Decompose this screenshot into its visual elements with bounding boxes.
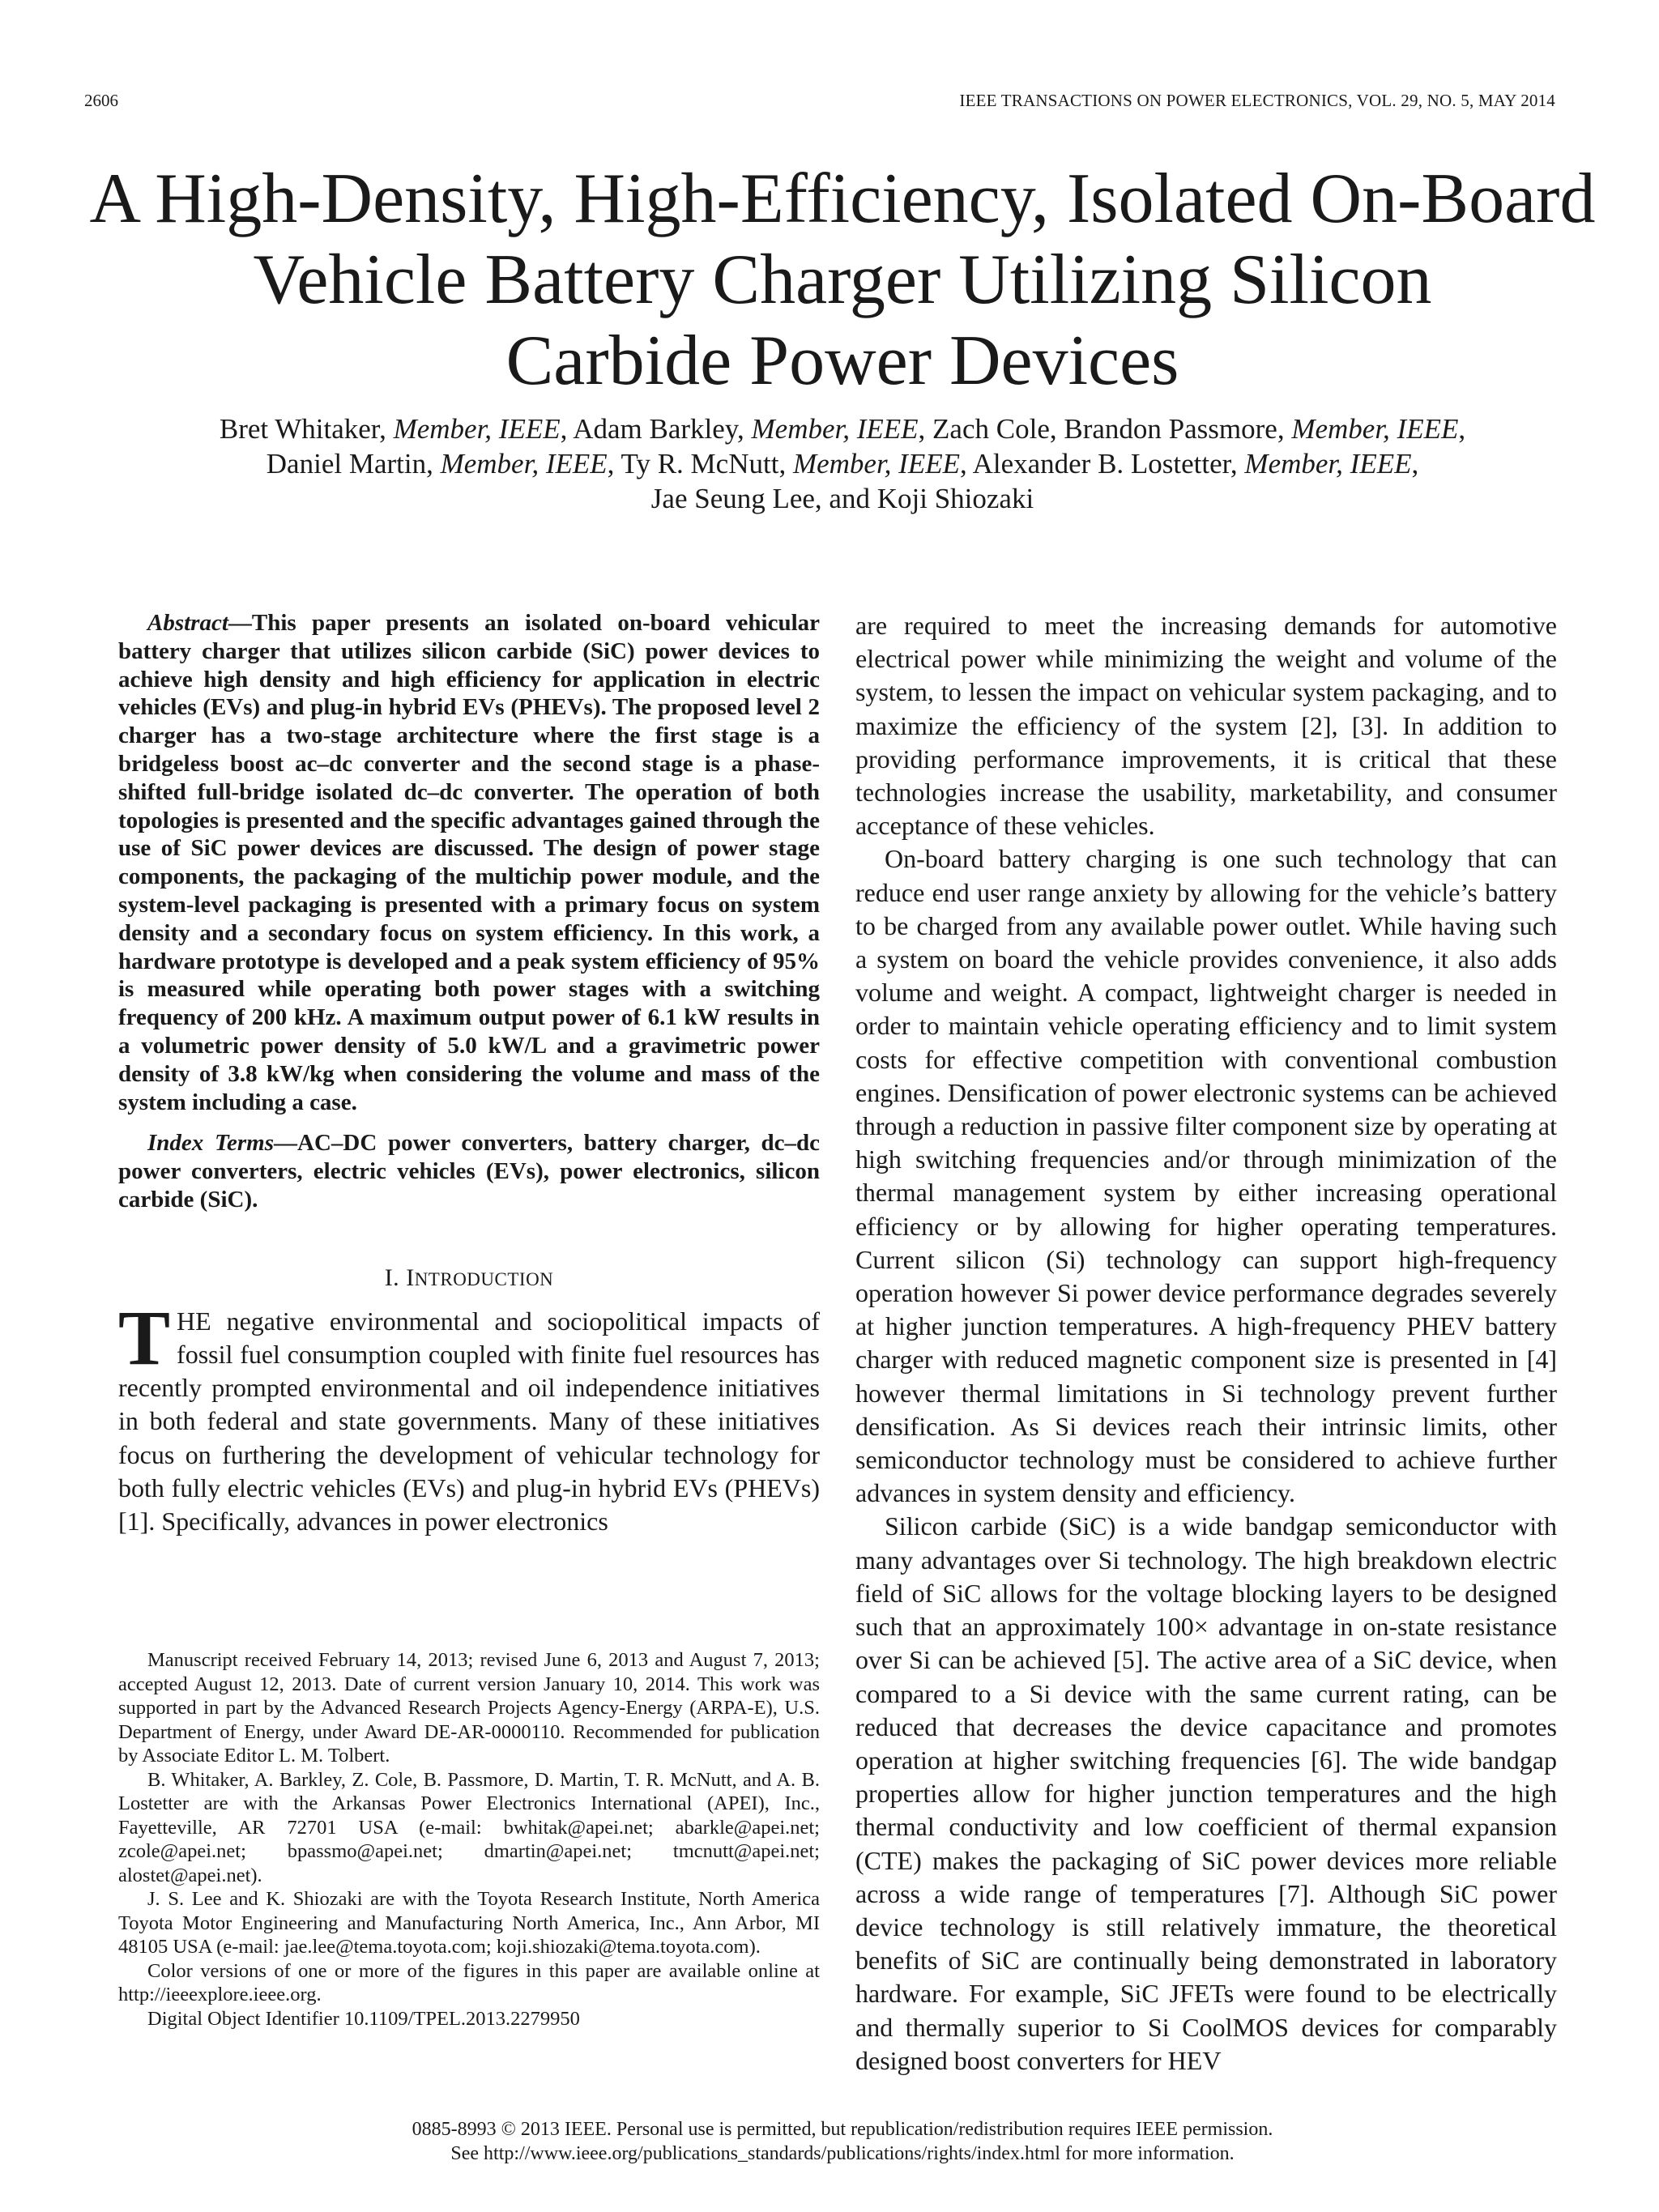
page-number: 2606 [84, 91, 118, 110]
section-number: I. [384, 1264, 407, 1291]
author-affiliation: Member, IEEE [751, 413, 919, 445]
paper-title [81, 159, 1604, 402]
author-name: Zach Cole [932, 413, 1050, 445]
left-column [118, 609, 820, 1538]
author-name: Ty R. McNutt [621, 448, 779, 479]
section-title-rest: NTRODUCTION [414, 1268, 554, 1289]
footnote: Color versions of one or more of the figures in this paper are available online at http://ieeexplore.ieee.org. [118, 1959, 820, 2005]
author-line: Bret Whitaker, Member, IEEE, Adam Barkley, Member, IEEE, Zach Cole, Brandon Passmore, Member, IEEE, [219, 413, 1466, 445]
intro-text: HE negative environmental and sociopolitical impacts of fossil fuel consumption coupled with finite fuel resources has recently prompted environmental and oil independence initiatives in both federal and state governments. Many of these initiatives focus on furthering the development of vehicular technology for both fully electric vehicles (EVs) and plug-in hybrid EVs (PHEVs) [1]. Specifically, advances in power electronics [118, 1306, 820, 1536]
author-list [81, 411, 1604, 516]
title-line: Vehicle Battery Charger Utilizing Silicon [253, 241, 1432, 319]
author-affiliation: Member, IEEE [792, 448, 960, 479]
body-paragraph: are required to meet the increasing demands for automotive electrical power while minimizing the weight and volume of the system, to lessen the impact on vehicular system packaging, and to maximize the efficiency of the system [2], [3]. In addition to providing performance improvements, it is critical that these technologies increase the usability, marketability, and consumer acceptance of these vehicles. [855, 611, 1557, 841]
author-name: Alexander B. Lostetter [972, 448, 1230, 479]
index-terms-label: Index Terms [147, 1130, 275, 1157]
author-name: Bret Whitaker [219, 413, 380, 445]
author-affiliation: Member, IEEE [393, 413, 561, 445]
footnote: B. Whitaker, A. Barkley, Z. Cole, B. Passmore, D. Martin, T. R. McNutt, and A. B. Lostetter are with the Arkansas Power Electronics International (APEI), Inc., Fayetteville, AR 72701 USA (e-mail: bwhitak@apei.net; abarkle@apei.net; zcole@apei.net; bpassmo@apei.net; dmartin@apei.net; tmcnutt@apei.net; alostet@apei.net). [118, 1768, 820, 1886]
author-line: Daniel Martin, Member, IEEE, Ty R. McNutt, Member, IEEE, Alexander B. Lostetter, Member, IEEE, [266, 448, 1419, 479]
title-line: Carbide Power Devices [505, 322, 1179, 400]
copyright-footer [81, 2117, 1604, 2166]
author-affiliation: Member, IEEE [440, 448, 608, 479]
body-paragraph: Silicon carbide (SiC) is a wide bandgap semiconductor with many advantages over Si technology. The high breakdown electric field of SiC allows for the voltage blocking layers to be designed such that an approximately 100× advantage in on-state resistance over Si can be achieved [5]. The active area of a SiC device, when compared to a Si device with the same current rating, can be reduced that decreases the device capacitance and promotes operation at higher switching frequencies [6]. The wide bandgap properties allow for higher junction temperatures and the high thermal conductivity and low coefficient of thermal expansion (CTE) makes the packaging of SiC power devices more reliable across a wide range of temperatures [7]. Although SiC power device technology is still relatively immature, the theoretical benefits of SiC are continually being demonstrated in laboratory hardware. For example, SiC JFETs were found to be electrically and thermally superior to Si CoolMOS devices for comparably designed boost converters for HEV [855, 1511, 1557, 2075]
right-column [855, 609, 1557, 2078]
footnote: Digital Object Identifier 10.1109/TPEL.2013.2279950 [147, 2007, 580, 2030]
body-paragraph: On-board battery charging is one such technology that can reduce end user range anxiety by allowing for the vehicle’s battery to be charged from any available power outlet. While having such a system on board the vehicle provides convenience, it also adds volume and weight. A compact, lightweight charger is needed in order to maintain vehicle operating efficiency and to limit system costs for effective competition with conventional combustion engines. Densification of power electronic systems can be achieved through a reduction in passive filter component size by operating at high switching frequencies and/or through minimization of the thermal management system by either increasing operational efficiency or by allowing for higher operating temperatures. Current silicon (Si) technology can support high-frequency operation however Si power device performance degrades severely at higher junction temperatures. A high-frequency PHEV battery charger with reduced magnetic component size is presented in [4] however thermal limitations in Si technology prevent further densification. As Si devices reach their intrinsic limits, other semiconductor technology must be considered to achieve further advances in system density and efficiency. [855, 844, 1557, 1508]
section-heading-introduction [118, 1264, 820, 1292]
footnote: J. S. Lee and K. Shiozaki are with the Toyota Research Institute, North America Toyota Motor Engineering and Manufacturing North America, Inc., Ann Arbor, MI 48105 USA (e-mail: jae.lee@tema.toyota.com; koji.shiozaki@tema.toyota.com). [118, 1888, 820, 1958]
author-affiliation: Member, IEEE [1291, 413, 1459, 445]
author-name: Brandon Passmore [1064, 413, 1277, 445]
author-affiliation: Member, IEEE [1244, 448, 1412, 479]
footnotes [118, 1648, 820, 2031]
copyright-line: 0885-8993 © 2013 IEEE. Personal use is permitted, but republication/redistribution requires IEEE permission. [412, 2119, 1273, 2140]
journal-header: IEEE TRANSACTIONS ON POWER ELECTRONICS, VOL. 29, NO. 5, MAY 2014 [959, 91, 1555, 110]
footnote: Manuscript received February 14, 2013; revised June 6, 2013 and August 7, 2013; accepted August 12, 2013. Date of current version January 10, 2014. This work was supported in part by the Advanced Research Projects Agency-Energy (ARPA-E), U.S. Department of Energy, under Award DE-AR-0000110. Recommended for publication by Associate Editor L. M. Tolbert. [118, 1649, 820, 1767]
author-name: Adam Barkley [573, 413, 737, 445]
drop-cap: T [118, 1294, 171, 1381]
abstract [118, 609, 820, 1116]
section-title-initial: I [406, 1264, 415, 1291]
index-terms-text: —AC–DC power converters, battery charger, dc–dc power converters, electric vehicles (EVs), power electronics, silicon carbide (SiC). [118, 1130, 820, 1213]
abstract-text: —This paper presents an isolated on-board vehicular battery charger that utilizes silicon carbide (SiC) power devices to achieve high density and high efficiency for application in electric vehicles (EVs) and plug-in hybrid EVs (PHEVs). The proposed level 2 charger has a two-stage architecture where the first stage is a bridgeless boost ac–dc converter and the second stage is a phase-shifted full-bridge isolated dc–dc converter. The operation of both topologies is presented and the specific advantages gained through the use of SiC power devices are discussed. The design of power stage components, the packaging of the multichip power module, and the system-level packaging is presented with a primary focus on system density and a secondary focus on system efficiency. In this work, a hardware prototype is developed and a peak system efficiency of 95% is measured while operating both power stages with a switching frequency of 200 kHz. A maximum output power of 6.1 kW results in a volumetric power density of 5.0 kW/L and a gravimetric power density of 3.8 kW/kg when considering the volume and mass of the system including a case. [118, 610, 820, 1115]
copyright-line: See http://www.ieee.org/publications_standards/publications/rights/index.html for more information. [450, 2143, 1235, 2164]
intro-paragraph [118, 1294, 820, 1538]
author-name: Daniel Martin [266, 448, 427, 479]
index-terms [118, 1129, 820, 1213]
author-line: Jae Seung Lee, and Koji Shiozaki [650, 483, 1034, 514]
title-line: A High-Density, High-Efficiency, Isolated On-Board [89, 160, 1596, 238]
abstract-label: Abstract [147, 610, 228, 636]
